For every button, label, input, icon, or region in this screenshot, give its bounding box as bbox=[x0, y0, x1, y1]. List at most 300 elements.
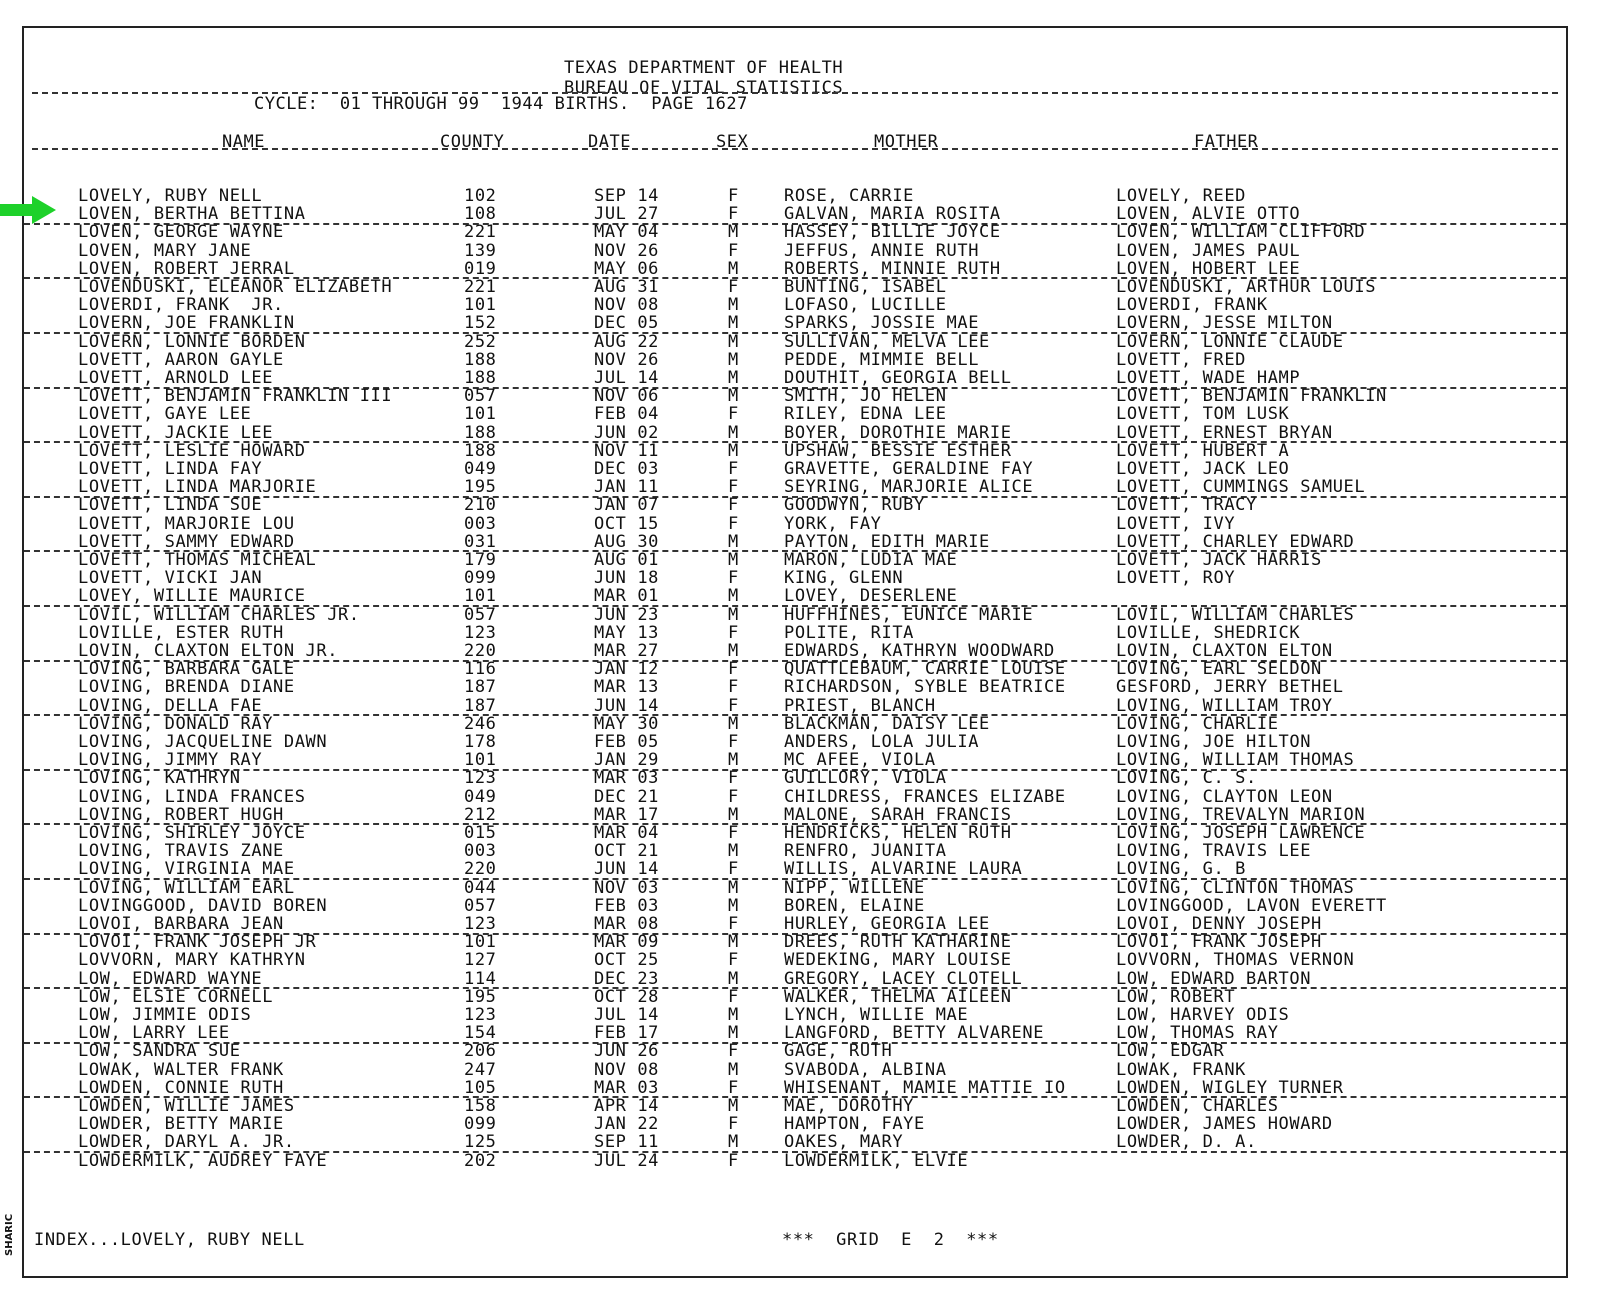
column-header-name: NAME bbox=[222, 132, 265, 152]
record-county: 057 bbox=[464, 386, 497, 407]
record-date: JUN 14 bbox=[594, 695, 660, 716]
record-father: LOVILLE, SHEDRICK bbox=[1116, 622, 1301, 643]
record-mother: LOWDERMILK, ELVIE bbox=[784, 1150, 969, 1171]
record-name: LOVIN, CLAXTON ELTON JR. bbox=[78, 641, 339, 661]
record-sex: F bbox=[728, 186, 739, 206]
record-father: LOWDER, JAMES HOWARD bbox=[1116, 1114, 1333, 1135]
record-name: LOVING, VIRGINIA MAE bbox=[78, 859, 295, 880]
record-father: LOVETT, BENJAMIN FRANKLIN bbox=[1116, 386, 1387, 407]
record-mother: WALKER, THELMA AILEEN bbox=[784, 986, 1012, 1007]
record-mother: BOREN, ELAINE bbox=[784, 895, 925, 916]
column-header-county: COUNTY bbox=[440, 132, 505, 152]
record-row bbox=[24, 222, 1566, 241]
record-sex: F bbox=[728, 1114, 739, 1135]
record-sex: M bbox=[728, 313, 739, 334]
record-mother: MARON, LUDIA MAE bbox=[784, 550, 958, 570]
record-father: LOW, EDGAR bbox=[1116, 1041, 1225, 1062]
record-father: LOVINGGOOD, LAVON EVERETT bbox=[1116, 895, 1387, 916]
record-sex: F bbox=[728, 914, 739, 934]
record-mother: HAMPTON, FAYE bbox=[784, 1114, 925, 1135]
record-name: LOVETT, THOMAS MICHEAL bbox=[78, 550, 317, 570]
cycle-line: CYCLE: 01 THROUGH 99 1944 BIRTHS. PAGE 1627 bbox=[254, 94, 748, 114]
record-name: LOVIL, WILLIAM CHARLES JR. bbox=[78, 604, 360, 625]
record-date: NOV 08 bbox=[594, 1059, 660, 1080]
record-sex: M bbox=[728, 841, 739, 862]
record-name: LOW, LARRY LEE bbox=[78, 1023, 230, 1044]
record-name: LOWAK, WALTER FRANK bbox=[78, 1059, 284, 1080]
record-row bbox=[24, 878, 1566, 897]
record-row bbox=[24, 714, 1566, 733]
record-row bbox=[24, 332, 1566, 351]
record-county: 212 bbox=[464, 804, 497, 825]
record-father: LOVETT, JACK HARRIS bbox=[1116, 550, 1322, 570]
record-row bbox=[24, 1114, 1566, 1133]
record-county: 188 bbox=[464, 368, 497, 388]
record-county: 101 bbox=[464, 750, 497, 771]
record-name: LOVELY, RUBY NELL bbox=[78, 186, 263, 206]
record-sex: F bbox=[728, 204, 739, 225]
record-sex: F bbox=[728, 986, 739, 1007]
record-date: MAR 27 bbox=[594, 641, 660, 661]
record-sex: F bbox=[728, 277, 739, 297]
record-county: 003 bbox=[464, 841, 497, 862]
record-mother: WILLIS, ALVARINE LAURA bbox=[784, 859, 1023, 880]
record-name: LOWDER, BETTY MARIE bbox=[78, 1114, 284, 1135]
record-county: 123 bbox=[464, 914, 497, 934]
record-sex: F bbox=[728, 240, 739, 261]
record-father: LOVING, JOE HILTON bbox=[1116, 732, 1312, 752]
record-row bbox=[24, 186, 1566, 205]
record-name: LOVING, KATHRYN bbox=[78, 768, 241, 789]
bureau-title: BUREAU OF VITAL STATISTICS bbox=[564, 78, 844, 98]
record-county: 099 bbox=[464, 568, 497, 589]
record-mother: PRIEST, BLANCH bbox=[784, 695, 936, 716]
record-sex: F bbox=[728, 695, 739, 716]
record-mother: PEDDE, MIMMIE BELL bbox=[784, 349, 980, 370]
record-date: JAN 22 bbox=[594, 1114, 660, 1135]
record-sex: F bbox=[728, 732, 739, 752]
record-name: LOWDEN, WILLIE JAMES bbox=[78, 1096, 295, 1116]
record-mother: LYNCH, WILLIE MAE bbox=[784, 1005, 969, 1025]
record-father: LOVIN, CLAXTON ELTON bbox=[1116, 641, 1333, 661]
record-father: LOVETT, ERNEST BRYAN bbox=[1116, 422, 1333, 443]
record-county: 108 bbox=[464, 204, 497, 225]
record-name: LOVETT, LINDA MARJORIE bbox=[78, 477, 317, 498]
record-county: 116 bbox=[464, 659, 497, 680]
record-name: LOVINGGOOD, DAVID BOREN bbox=[78, 895, 328, 916]
record-name: LOVVORN, MARY KATHRYN bbox=[78, 950, 306, 971]
record-name: LOVETT, MARJORIE LOU bbox=[78, 513, 295, 534]
record-sex: F bbox=[728, 768, 739, 789]
record-name: LOVETT, LESLIE HOWARD bbox=[78, 440, 306, 461]
record-name: LOVETT, BENJAMIN FRANKLIN III bbox=[78, 386, 393, 407]
record-name: LOWDER, DARYL A. JR. bbox=[78, 1132, 295, 1153]
record-date: OCT 28 bbox=[594, 986, 660, 1007]
record-sex: M bbox=[728, 295, 739, 316]
record-mother: SVABODA, ALBINA bbox=[784, 1059, 947, 1080]
record-county: 202 bbox=[464, 1150, 497, 1171]
green-arrow-icon bbox=[0, 196, 56, 224]
record-date: JUN 02 bbox=[594, 422, 660, 443]
record-county: 220 bbox=[464, 859, 497, 880]
record-county: 101 bbox=[464, 932, 497, 953]
record-county: 188 bbox=[464, 349, 497, 370]
record-sex: M bbox=[728, 804, 739, 825]
record-mother: LANGFORD, BETTY ALVARENE bbox=[784, 1023, 1045, 1044]
record-county: 105 bbox=[464, 1077, 497, 1098]
record-sex: M bbox=[728, 222, 739, 243]
record-name: LOVEN, GEORGE WAYNE bbox=[78, 222, 284, 243]
record-date: MAR 04 bbox=[594, 823, 660, 843]
record-county: 187 bbox=[464, 695, 497, 716]
record-county: 139 bbox=[464, 240, 497, 261]
record-row bbox=[24, 605, 1566, 624]
record-father: LOVETT, TRACY bbox=[1116, 495, 1257, 516]
record-father: GESFORD, JERRY BETHEL bbox=[1116, 677, 1344, 698]
record-father: LOVENDUSKI, ARTHUR LOUIS bbox=[1116, 277, 1377, 297]
record-county: 057 bbox=[464, 895, 497, 916]
record-mother: YORK, FAY bbox=[784, 513, 882, 534]
record-father: LOVETT, WADE HAMP bbox=[1116, 368, 1301, 388]
record-sex: F bbox=[728, 1077, 739, 1098]
record-mother: DREES, RUTH KATHARINE bbox=[784, 932, 1012, 953]
record-date: APR 14 bbox=[594, 1096, 660, 1116]
record-date: NOV 26 bbox=[594, 349, 660, 370]
record-father: LOVETT, ROY bbox=[1116, 568, 1236, 589]
record-name: LOVERN, LONNIE BORDEN bbox=[78, 331, 306, 352]
record-father: LOVING, JOSEPH LAWRENCE bbox=[1116, 823, 1366, 843]
record-sex: M bbox=[728, 932, 739, 953]
record-mother: LOFASO, LUCILLE bbox=[784, 295, 947, 316]
record-row bbox=[24, 768, 1566, 787]
record-name: LOW, EDWARD WAYNE bbox=[78, 968, 263, 989]
record-county: 101 bbox=[464, 404, 497, 425]
record-father: LOVERDI, FRANK bbox=[1116, 295, 1268, 316]
record-name: LOVING, JIMMY RAY bbox=[78, 750, 263, 771]
record-date: MAR 03 bbox=[594, 768, 660, 789]
record-father: LOVVORN, THOMAS VERNON bbox=[1116, 950, 1355, 971]
record-county: 247 bbox=[464, 1059, 497, 1080]
record-sex: M bbox=[728, 1005, 739, 1025]
record-date: AUG 01 bbox=[594, 550, 660, 570]
record-father: LOVING, CLINTON THOMAS bbox=[1116, 877, 1355, 898]
record-county: 125 bbox=[464, 1132, 497, 1153]
record-date: FEB 17 bbox=[594, 1023, 660, 1044]
record-date: MAY 30 bbox=[594, 713, 660, 734]
grid-footer: *** GRID E 2 *** bbox=[782, 1230, 999, 1250]
record-name: LOVEN, MARY JANE bbox=[78, 240, 252, 261]
record-name: LOVING, ROBERT HUGH bbox=[78, 804, 284, 825]
record-date: MAR 08 bbox=[594, 914, 660, 934]
record-name: LOWDEN, CONNIE RUTH bbox=[78, 1077, 284, 1098]
record-row bbox=[24, 677, 1566, 696]
record-mother: KING, GLENN bbox=[784, 568, 904, 589]
record-father: LOVING, WILLIAM TROY bbox=[1116, 695, 1333, 716]
record-row bbox=[24, 787, 1566, 806]
record-father: LOVING, C. S. bbox=[1116, 768, 1257, 789]
record-date: SEP 11 bbox=[594, 1132, 660, 1153]
record-county: 114 bbox=[464, 968, 497, 989]
record-sex: F bbox=[728, 823, 739, 843]
record-row bbox=[24, 1096, 1566, 1115]
record-row bbox=[24, 350, 1566, 369]
record-sex: M bbox=[728, 349, 739, 370]
record-date: OCT 15 bbox=[594, 513, 660, 534]
record-mother: MC AFEE, VIOLA bbox=[784, 750, 936, 771]
record-mother: ANDERS, LOLA JULIA bbox=[784, 732, 980, 752]
record-sex: F bbox=[728, 1150, 739, 1171]
record-mother: GUILLORY, VIOLA bbox=[784, 768, 947, 789]
record-date: SEP 14 bbox=[594, 186, 660, 206]
record-sex: M bbox=[728, 1096, 739, 1116]
record-sex: M bbox=[728, 440, 739, 461]
record-county: 252 bbox=[464, 331, 497, 352]
record-father: LOWAK, FRANK bbox=[1116, 1059, 1247, 1080]
record-mother: HENDRICKS, HELEN RUTH bbox=[784, 823, 1012, 843]
record-mother: RILEY, EDNA LEE bbox=[784, 404, 947, 425]
record-sex: M bbox=[728, 604, 739, 625]
record-date: JUN 26 bbox=[594, 1041, 660, 1062]
record-father: LOVOI, FRANK JOSEPH bbox=[1116, 932, 1322, 953]
record-father: LOVETT, CUMMINGS SAMUEL bbox=[1116, 477, 1366, 498]
record-county: 123 bbox=[464, 768, 497, 789]
record-father: LOVEN, ALVIE OTTO bbox=[1116, 204, 1301, 225]
record-date: MAY 04 bbox=[594, 222, 660, 243]
record-row bbox=[24, 495, 1566, 514]
record-father: LOWDER, D. A. bbox=[1116, 1132, 1257, 1153]
record-date: JUL 27 bbox=[594, 204, 660, 225]
record-mother: SMITH, JO HELEN bbox=[784, 386, 947, 407]
record-date: DEC 23 bbox=[594, 968, 660, 989]
record-mother: GAGE, RUTH bbox=[784, 1041, 893, 1062]
record-date: JUL 14 bbox=[594, 1005, 660, 1025]
record-county: 221 bbox=[464, 222, 497, 243]
record-date: FEB 03 bbox=[594, 895, 660, 916]
record-father: LOVING, G. B bbox=[1116, 859, 1247, 880]
record-sex: M bbox=[728, 368, 739, 388]
record-name: LOVERDI, FRANK JR. bbox=[78, 295, 284, 316]
record-county: 195 bbox=[464, 986, 497, 1007]
record-date: DEC 05 bbox=[594, 313, 660, 334]
record-date: NOV 08 bbox=[594, 295, 660, 316]
record-row bbox=[24, 241, 1566, 260]
record-father: LOVELY, REED bbox=[1116, 186, 1247, 206]
record-mother: ROSE, CARRIE bbox=[784, 186, 915, 206]
record-county: 099 bbox=[464, 1114, 497, 1135]
record-father: LOWDEN, WIGLEY TURNER bbox=[1116, 1077, 1344, 1098]
record-row bbox=[24, 732, 1566, 751]
record-date: MAY 06 bbox=[594, 258, 660, 279]
record-row bbox=[24, 404, 1566, 423]
record-row bbox=[24, 987, 1566, 1006]
record-date: JAN 11 bbox=[594, 477, 660, 498]
record-date: DEC 21 bbox=[594, 786, 660, 807]
record-sex: M bbox=[728, 422, 739, 443]
record-mother: SPARKS, JOSSIE MAE bbox=[784, 313, 980, 334]
record-father: LOVING, TREVALYN MARION bbox=[1116, 804, 1366, 825]
record-date: NOV 11 bbox=[594, 440, 660, 461]
record-date: JUN 18 bbox=[594, 568, 660, 589]
record-mother: SULLIVAN, MELVA LEE bbox=[784, 331, 990, 352]
record-father: LOWDEN, CHARLES bbox=[1116, 1096, 1279, 1116]
record-county: 178 bbox=[464, 732, 497, 752]
record-county: 246 bbox=[464, 713, 497, 734]
record-date: FEB 05 bbox=[594, 732, 660, 752]
record-mother: WHISENANT, MAMIE MATTIE IO bbox=[784, 1077, 1066, 1098]
record-mother: GRAVETTE, GERALDINE FAY bbox=[784, 459, 1034, 479]
record-date: NOV 03 bbox=[594, 877, 660, 898]
record-father: LOVERN, JESSE MILTON bbox=[1116, 313, 1333, 334]
record-sex: M bbox=[728, 386, 739, 407]
record-sex: F bbox=[728, 513, 739, 534]
record-name: LOVING, DONALD RAY bbox=[78, 713, 274, 734]
record-name: LOVOI, FRANK JOSEPH JR bbox=[78, 932, 317, 953]
record-mother: LOVEY, DESERLENE bbox=[784, 586, 958, 607]
record-father: LOW, THOMAS RAY bbox=[1116, 1023, 1279, 1044]
record-name: LOVING, BARBARA GALE bbox=[78, 659, 295, 680]
record-father: LOVING, WILLIAM THOMAS bbox=[1116, 750, 1355, 771]
record-mother: QUATTLEBAUM, CARRIE LOUISE bbox=[784, 659, 1066, 680]
record-sex: M bbox=[728, 877, 739, 898]
record-sex: M bbox=[728, 641, 739, 661]
record-name: LOVING, JACQUELINE DAWN bbox=[78, 732, 328, 752]
record-county: 127 bbox=[464, 950, 497, 971]
record-county: 102 bbox=[464, 186, 497, 206]
record-mother: GOODWYN, RUBY bbox=[784, 495, 925, 516]
record-name: LOW, ELSIE CORNELL bbox=[78, 986, 274, 1007]
record-date: DEC 03 bbox=[594, 459, 660, 479]
record-date: JAN 07 bbox=[594, 495, 660, 516]
record-sex: F bbox=[728, 404, 739, 425]
side-mark bbox=[2, 1212, 18, 1262]
record-date: OCT 21 bbox=[594, 841, 660, 862]
record-mother: HASSEY, BILLIE JOYCE bbox=[784, 222, 1001, 243]
record-date: NOV 06 bbox=[594, 386, 660, 407]
record-county: 195 bbox=[464, 477, 497, 498]
record-name: LOVETT, SAMMY EDWARD bbox=[78, 531, 295, 552]
record-date: JUL 24 bbox=[594, 1150, 660, 1171]
record-mother: WEDEKING, MARY LOUISE bbox=[784, 950, 1012, 971]
record-row bbox=[24, 823, 1566, 842]
record-county: 221 bbox=[464, 277, 497, 297]
record-date: AUG 30 bbox=[594, 531, 660, 552]
record-row bbox=[24, 568, 1566, 587]
record-county: 188 bbox=[464, 422, 497, 443]
record-father: LOW, EDWARD BARTON bbox=[1116, 968, 1312, 989]
record-mother: RENFRO, JUANITA bbox=[784, 841, 947, 862]
record-father: LOVING, CLAYTON LEON bbox=[1116, 786, 1333, 807]
record-sex: M bbox=[728, 968, 739, 989]
record-name: LOVETT, JACKIE LEE bbox=[78, 422, 274, 443]
record-row bbox=[24, 659, 1566, 678]
record-mother: GREGORY, LACEY CLOTELL bbox=[784, 968, 1023, 989]
record-name: LOVOI, BARBARA JEAN bbox=[78, 914, 284, 934]
record-county: 003 bbox=[464, 513, 497, 534]
record-sex: M bbox=[728, 1023, 739, 1044]
record-county: 019 bbox=[464, 258, 497, 279]
record-row bbox=[24, 514, 1566, 533]
record-date: FEB 04 bbox=[594, 404, 660, 425]
record-father: LOVOI, DENNY JOSEPH bbox=[1116, 914, 1322, 934]
record-mother: BOYER, DOROTHIE MARIE bbox=[784, 422, 1012, 443]
record-name: LOVING, TRAVIS ZANE bbox=[78, 841, 284, 862]
record-sex: F bbox=[728, 459, 739, 479]
record-date: MAR 03 bbox=[594, 1077, 660, 1098]
record-mother: ROBERTS, MINNIE RUTH bbox=[784, 258, 1001, 279]
record-mother: DOUTHIT, GEORGIA BELL bbox=[784, 368, 1012, 388]
department-title: TEXAS DEPARTMENT OF HEALTH bbox=[564, 58, 844, 78]
record-sex: M bbox=[728, 1132, 739, 1153]
column-header-mother: MOTHER bbox=[874, 132, 939, 152]
record-date: JAN 12 bbox=[594, 659, 660, 680]
record-county: 057 bbox=[464, 604, 497, 625]
record-row bbox=[24, 623, 1566, 642]
record-county: 049 bbox=[464, 459, 497, 479]
record-name: LOVETT, VICKI JAN bbox=[78, 568, 263, 589]
record-row bbox=[24, 896, 1566, 915]
record-row bbox=[24, 295, 1566, 314]
record-county: 179 bbox=[464, 550, 497, 570]
record-county: 206 bbox=[464, 1041, 497, 1062]
record-date: AUG 31 bbox=[594, 277, 660, 297]
record-date: MAR 01 bbox=[594, 586, 660, 607]
record-row bbox=[24, 386, 1566, 405]
record-father: LOVING, TRAVIS LEE bbox=[1116, 841, 1312, 862]
record-father: LOVETT, TOM LUSK bbox=[1116, 404, 1290, 425]
record-mother: JEFFUS, ANNIE RUTH bbox=[784, 240, 980, 261]
record-county: 154 bbox=[464, 1023, 497, 1044]
record-row bbox=[24, 1005, 1566, 1024]
record-county: 031 bbox=[464, 531, 497, 552]
record-date: OCT 25 bbox=[594, 950, 660, 971]
record-sex: M bbox=[728, 531, 739, 552]
record-county: 101 bbox=[464, 586, 497, 607]
record-mother: GALVAN, MARIA ROSITA bbox=[784, 204, 1001, 225]
record-name: LOVETT, LINDA SUE bbox=[78, 495, 263, 516]
record-sex: M bbox=[728, 258, 739, 279]
record-date: MAR 17 bbox=[594, 804, 660, 825]
record-mother: NIPP, WILLENE bbox=[784, 877, 925, 898]
column-header-sex: SEX bbox=[716, 132, 749, 152]
document-page bbox=[22, 26, 1568, 1278]
record-father: LOVING, CHARLIE bbox=[1116, 713, 1279, 734]
record-name: LOW, JIMMIE ODIS bbox=[78, 1005, 252, 1025]
record-date: JUL 14 bbox=[594, 368, 660, 388]
record-row bbox=[24, 277, 1566, 296]
record-date: JUN 14 bbox=[594, 859, 660, 880]
record-father: LOVETT, JACK LEO bbox=[1116, 459, 1290, 479]
record-sex: F bbox=[728, 1041, 739, 1062]
record-name: LOVENDUSKI, ELEANOR ELIZABETH bbox=[78, 277, 393, 297]
record-sex: M bbox=[728, 713, 739, 734]
record-mother: RICHARDSON, SYBLE BEATRICE bbox=[784, 677, 1066, 698]
record-sex: F bbox=[728, 477, 739, 498]
record-name: LOVETT, LINDA FAY bbox=[78, 459, 263, 479]
record-name: LOVETT, GAYE LEE bbox=[78, 404, 252, 425]
column-header-date: DATE bbox=[588, 132, 631, 152]
record-name: LOVETT, ARNOLD LEE bbox=[78, 368, 274, 388]
record-row bbox=[24, 1060, 1566, 1079]
record-row bbox=[24, 459, 1566, 478]
record-mother: BUNTING, ISABEL bbox=[784, 277, 947, 297]
record-name: LOVING, DELLA FAE bbox=[78, 695, 263, 716]
record-row bbox=[24, 550, 1566, 569]
record-row bbox=[24, 1041, 1566, 1060]
record-date: MAR 09 bbox=[594, 932, 660, 953]
record-county: 210 bbox=[464, 495, 497, 516]
record-name: LOWDERMILK, AUDREY FAYE bbox=[78, 1150, 328, 1171]
record-name: LOVILLE, ESTER RUTH bbox=[78, 622, 284, 643]
